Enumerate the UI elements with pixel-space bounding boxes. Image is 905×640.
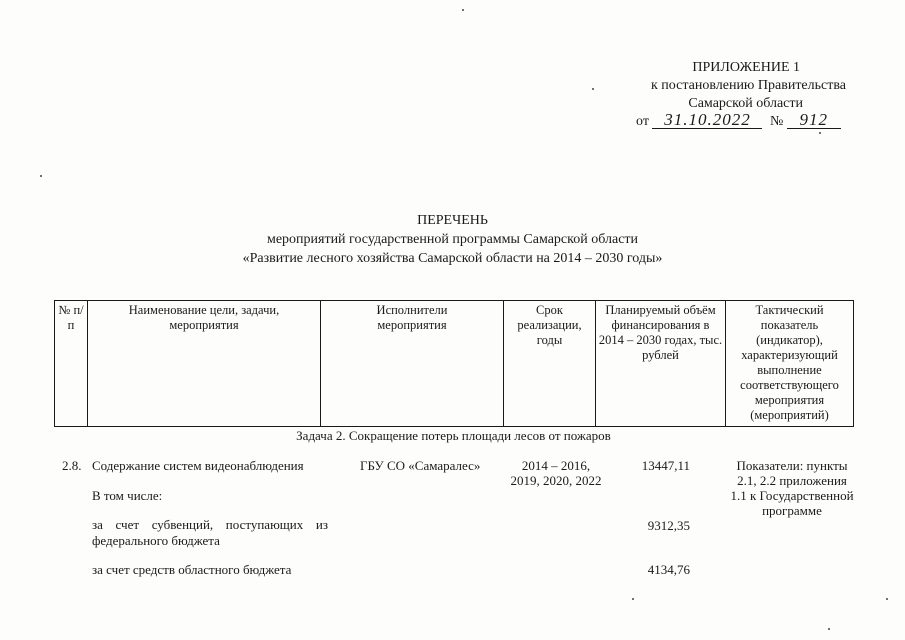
handwritten-number: 912 xyxy=(787,112,841,129)
task-heading: Задача 2. Сокращение потерь площади лесов от пожаров xyxy=(296,428,611,443)
appendix-date-line xyxy=(636,112,841,130)
header-cell-name: Наименование цели, задачи, мероприятия xyxy=(88,301,321,427)
handwritten-date: 31.10.2022 xyxy=(652,112,762,129)
scan-speck xyxy=(819,132,821,134)
scan-speck xyxy=(462,9,464,11)
subrow-federal-amount: 9312,35 xyxy=(647,518,690,533)
row-name: Содержание систем видеонаблюдения xyxy=(92,458,304,473)
table-header-row xyxy=(55,301,854,427)
subrow-federal-name: за счет субвенций, поступающих из федерального бюджета xyxy=(92,517,328,548)
document-heading-line-3: «Развитие лесного хозяйства Самарской области на 2014 – 2030 годы» xyxy=(242,251,663,266)
header-cell-indicator: Тактический показатель (индикатор), характеризующий выполнение соответствующего мероприятия (мероприятий) xyxy=(726,301,854,427)
row-period: 2014 – 2016, 2019, 2020, 2022 xyxy=(510,458,602,488)
scan-speck xyxy=(40,175,42,177)
row-amount: 13447,11 xyxy=(641,458,690,473)
scan-speck xyxy=(886,598,888,600)
including-label: В том числе: xyxy=(92,488,163,503)
scan-speck xyxy=(592,88,594,90)
header-cell-number: № п/п xyxy=(55,301,88,427)
row-indicator: Показатели: пункты 2.1, 2.2 приложения 1.1 к Государственной программе xyxy=(730,458,854,518)
row-number: 2.8. xyxy=(62,458,82,473)
header-cell-executor: Исполнители мероприятия xyxy=(321,301,504,427)
row-executor: ГБУ СО «Самаралес» xyxy=(360,458,481,473)
scan-speck xyxy=(828,628,830,630)
scan-speck xyxy=(632,598,634,600)
header-cell-financing: Планируемый объём финансирования в 2014 – 2030 годах, тыс. рублей xyxy=(596,301,726,427)
table-header xyxy=(54,300,854,427)
appendix-line-3: Самарской области xyxy=(688,96,803,111)
appendix-title: ПРИЛОЖЕНИЕ 1 xyxy=(692,60,800,75)
document-heading-line-2: мероприятий государственной программы Самарской области xyxy=(266,232,639,247)
document-heading-title: ПЕРЕЧЕНЬ xyxy=(417,213,488,228)
number-label: № xyxy=(769,114,784,129)
appendix-line-2: к постановлению Правительства xyxy=(650,78,846,93)
from-label: от xyxy=(636,114,649,129)
header-cell-period: Срок реализации, годы xyxy=(504,301,596,427)
subrow-regional-amount: 4134,76 xyxy=(647,562,690,577)
subrow-regional-name: за счет средств областного бюджета xyxy=(92,562,292,577)
